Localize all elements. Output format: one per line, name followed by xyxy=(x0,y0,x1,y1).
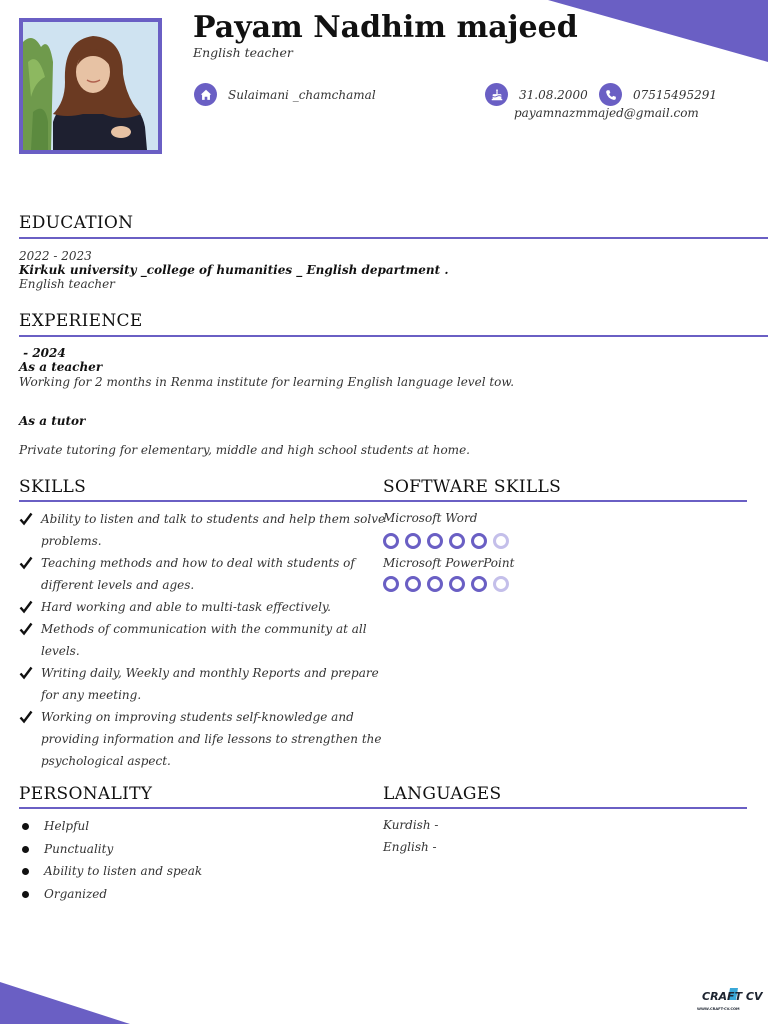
personality-heading: PERSONALITY xyxy=(19,784,153,804)
education-period: 2022 - 2023 xyxy=(19,249,92,263)
skill-text: Ability to listen and talk to students and help them solve problems. xyxy=(41,512,386,548)
address-text: Sulaimani _chamchamal xyxy=(228,87,376,102)
corner-decoration-bottom xyxy=(0,982,130,1024)
job-title: English teacher xyxy=(193,45,293,60)
skill-text: Writing daily, Weekly and monthly Reports and prepare for any meeting. xyxy=(41,666,379,702)
experience-role: As a tutor xyxy=(19,414,86,428)
rating-dot-filled xyxy=(427,533,443,549)
rating-dot-filled xyxy=(427,576,443,592)
education-heading: EDUCATION xyxy=(19,213,134,233)
email-text[interactable]: payamnazmmajed@gmail.com xyxy=(514,106,699,120)
checkmark-icon xyxy=(19,666,33,680)
rating-dot-filled xyxy=(405,576,421,592)
address-contact xyxy=(194,83,376,106)
email-contact[interactable] xyxy=(514,106,699,120)
rating-dot-empty xyxy=(493,576,509,592)
personality-divider xyxy=(19,807,747,809)
craft-cv-logo xyxy=(696,986,763,1012)
list-item: Ability to listen and speak xyxy=(19,860,202,883)
phone-contact xyxy=(599,83,717,106)
list-item xyxy=(19,596,389,618)
profile-photo xyxy=(19,18,162,154)
list-item xyxy=(19,662,389,706)
list-item xyxy=(19,706,389,772)
personality-list xyxy=(19,815,202,905)
rating-dot-filled xyxy=(449,576,465,592)
checkmark-icon xyxy=(19,512,33,526)
checkmark-icon xyxy=(19,710,33,724)
language-item: Kurdish - xyxy=(383,818,439,832)
experience-heading: EXPERIENCE xyxy=(19,311,143,331)
rating-dot-filled xyxy=(383,533,399,549)
rating-dot-filled xyxy=(471,576,487,592)
experience-description: Private tutoring for elementary, middle and high school students at home. xyxy=(19,443,470,457)
checkmark-icon xyxy=(19,556,33,570)
birthdate-contact xyxy=(485,83,588,106)
software-name: Microsoft PowerPoint xyxy=(383,556,515,570)
logo-url: WWW.CRAFT-CV.COM xyxy=(697,1007,740,1011)
software-name: Microsoft Word xyxy=(383,511,478,525)
education-institution: Kirkuk university _college of humanities _ English department . xyxy=(19,263,449,277)
birthday-cake-icon xyxy=(485,83,508,106)
skills-heading: SKILLS xyxy=(19,477,87,497)
skill-text: Hard working and able to multi-task effectively. xyxy=(41,600,331,614)
experience-divider xyxy=(19,335,768,337)
skill-text: Methods of communication with the community at all levels. xyxy=(41,622,367,658)
software-rating xyxy=(383,533,515,549)
rating-dot-empty xyxy=(493,533,509,549)
checkmark-icon xyxy=(19,622,33,636)
experience-period: - 2024 xyxy=(19,346,66,360)
skills-list xyxy=(19,508,389,772)
skills-divider xyxy=(19,500,747,502)
skill-text: Teaching methods and how to deal with students of different levels and ages. xyxy=(41,556,355,592)
list-item xyxy=(19,508,389,552)
list-item xyxy=(19,618,389,662)
checkmark-icon xyxy=(19,600,33,614)
birthdate-text: 31.08.2000 xyxy=(519,87,588,102)
language-item: English - xyxy=(383,840,437,854)
list-item xyxy=(19,552,389,596)
phone-icon xyxy=(599,83,622,106)
education-degree: English teacher xyxy=(19,277,115,291)
list-item: Helpful xyxy=(19,815,202,838)
rating-dot-filled xyxy=(471,533,487,549)
software-rating xyxy=(383,576,515,592)
full-name: Payam Nadhim majeed xyxy=(193,10,578,45)
rating-dot-filled xyxy=(405,533,421,549)
experience-description: Working for 2 months in Renma institute for learning English language level tow. xyxy=(19,375,515,389)
list-item: Organized xyxy=(19,883,202,906)
languages-heading: LANGUAGES xyxy=(383,784,502,804)
software-skills-heading: SOFTWARE SKILLS xyxy=(383,477,562,497)
home-icon xyxy=(194,83,217,106)
list-item: Punctuality xyxy=(19,838,202,861)
rating-dot-filled xyxy=(383,576,399,592)
skill-text: Working on improving students self-knowledge and providing information and life lessons to strengthen the psychological aspect. xyxy=(41,710,382,768)
experience-role: As a teacher xyxy=(19,360,103,374)
rating-dot-filled xyxy=(449,533,465,549)
phone-text: 07515495291 xyxy=(633,87,717,102)
corner-decoration-top xyxy=(548,0,768,62)
education-divider xyxy=(19,237,768,239)
logo-brand: CRAFT CV xyxy=(702,990,763,1003)
